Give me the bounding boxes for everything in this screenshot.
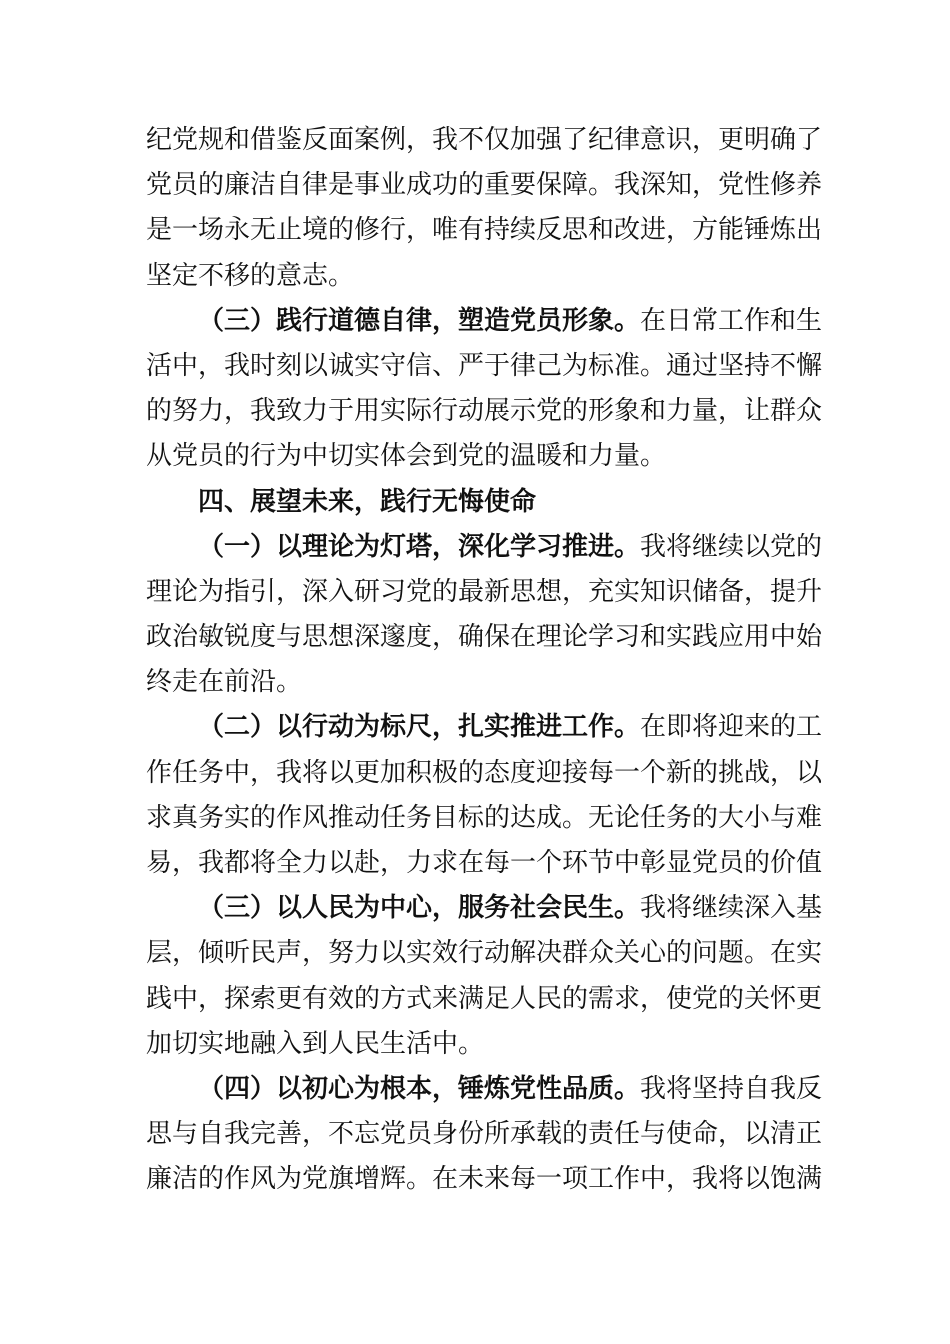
heading-text: 四、展望未来，践行无悔使命 [198,486,537,517]
text-line: 求真务实的作风推动任务目标的达成。无论任务的大小与难 [146,802,823,833]
text-line: 思与自我完善，不忘党员身份所承载的责任与使命，以清正 [146,1119,823,1150]
text-line [146,1067,823,1112]
text-line: 作任务中，我将以更加积极的态度迎接每一个新的挑战，以 [146,757,823,788]
text-line: 党员的廉洁自律是事业成功的重要保障。我深知，党性修养 [146,170,823,201]
paragraph [146,525,823,706]
paragraph [146,118,823,299]
text-line: 易，我都将全力以赴，力求在每一个环节中彰显党员的价值 [146,848,823,878]
text-line: 坚定不移的意志。 [146,260,355,291]
text-line: 是一场永无止境的修行，唯有持续反思和改进，方能锤炼出 [146,215,823,246]
text-line: 践中，探索更有效的方式来满足人民的需求，使党的关怀更 [146,983,823,1014]
paragraph-lead: （三）以人民为中心，服务社会民生。 [198,893,641,924]
text-line: 从党员的行为中切实体会到党的温暖和力量。 [146,441,667,472]
text-span: 我将继续深入基 [640,893,823,924]
text-line [146,886,823,931]
text-line: 的努力，我致力于用实际行动展示党的形象和力量，让群众 [146,396,823,427]
paragraph [146,1067,823,1203]
text-line: 层，倾听民声，努力以实效行动解决群众关心的问题。在实 [146,938,823,969]
paragraph [146,705,823,886]
paragraph [146,886,823,1067]
text-span: 我将继续以党的 [640,531,823,562]
text-line: 廉洁的作风为党旗增辉。在未来每一项工作中，我将以饱满 [146,1164,823,1195]
text-line: 加切实地融入到人民生活中。 [146,1028,485,1059]
paragraph-lead: （一）以理论为灯塔，深化学习推进。 [198,531,641,562]
text-span: 在即将迎来的工 [640,712,823,743]
text-line: 活中，我时刻以诚实守信、严于律己为标准。通过坚持不懈 [146,350,823,381]
text-line: 纪党规和借鉴反面案例，我不仅加强了纪律意识，更明确了 [146,125,823,155]
text-line: 理论为指引，深入研习党的最新思想，充实知识储备，提升 [146,576,823,607]
text-line: 政治敏锐度与思想深邃度，确保在理论学习和实践应用中始 [146,622,823,653]
paragraph-lead: （三）践行道德自律，塑造党员形象。 [198,305,641,336]
text-line [146,299,823,344]
text-line [146,525,823,570]
paragraph [146,299,823,480]
paragraph-lead: （四）以初心为根本，锤炼党性品质。 [198,1073,641,1104]
text-line [146,705,823,750]
section-heading [146,480,806,525]
paragraph-lead: （二）以行动为标尺，扎实推进工作。 [198,712,641,743]
text-line: 终走在前沿。 [146,667,303,698]
text-span: 在日常工作和生 [640,305,823,336]
document-body [146,118,823,1203]
text-span: 我将坚持自我反 [640,1073,823,1104]
